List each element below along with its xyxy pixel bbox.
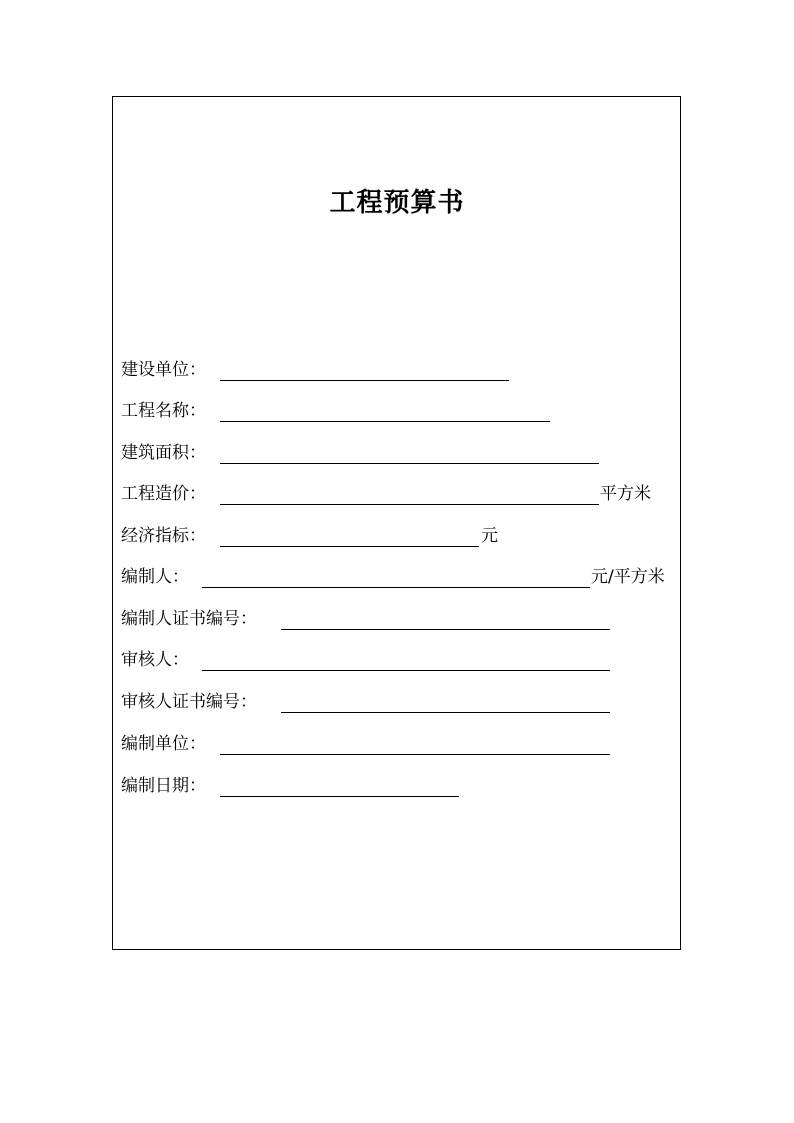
compile-date-blank[interactable] — [220, 796, 459, 797]
field-row-construction-unit — [121, 358, 681, 382]
unit-suffix: 平方米 — [600, 484, 651, 504]
compiler-blank[interactable] — [202, 587, 590, 588]
compiling-unit-blank[interactable] — [220, 754, 610, 755]
field-label: 工程名称： — [121, 401, 206, 421]
field-label: 工程造价： — [121, 484, 206, 504]
reviewer-blank[interactable] — [202, 670, 610, 671]
field-label: 审核人证书编号： — [121, 692, 257, 712]
field-label: 建设单位： — [121, 360, 206, 380]
project-cost-blank[interactable] — [220, 504, 599, 505]
building-area-blank[interactable] — [220, 463, 599, 464]
unit-suffix: 元 — [481, 526, 498, 546]
field-row-compiler-cert — [121, 607, 681, 631]
field-row-compiler — [121, 565, 681, 589]
document-title: 工程预算书 — [329, 188, 465, 218]
field-label: 建筑面积： — [121, 443, 206, 463]
field-row-compile-date — [121, 774, 681, 798]
field-row-economic-index — [121, 524, 681, 548]
field-label: 审核人： — [121, 650, 189, 670]
field-label: 编制人： — [121, 567, 189, 587]
reviewer-cert-blank[interactable] — [281, 712, 610, 713]
document-border — [112, 96, 681, 950]
compiler-cert-blank[interactable] — [281, 629, 610, 630]
field-row-project-name — [121, 399, 681, 423]
field-row-project-cost — [121, 482, 681, 506]
unit-suffix: 元/平方米 — [591, 567, 665, 587]
field-row-building-area — [121, 441, 681, 465]
construction-unit-blank[interactable] — [220, 380, 509, 381]
project-name-blank[interactable] — [220, 421, 550, 422]
field-label: 编制日期： — [121, 776, 206, 796]
field-label: 经济指标： — [121, 526, 206, 546]
field-row-reviewer — [121, 648, 681, 672]
field-row-reviewer-cert — [121, 690, 681, 714]
economic-index-blank[interactable] — [220, 546, 479, 547]
field-label: 编制单位： — [121, 734, 206, 754]
field-row-compiling-unit — [121, 732, 681, 756]
field-label: 编制人证书编号： — [121, 609, 257, 629]
